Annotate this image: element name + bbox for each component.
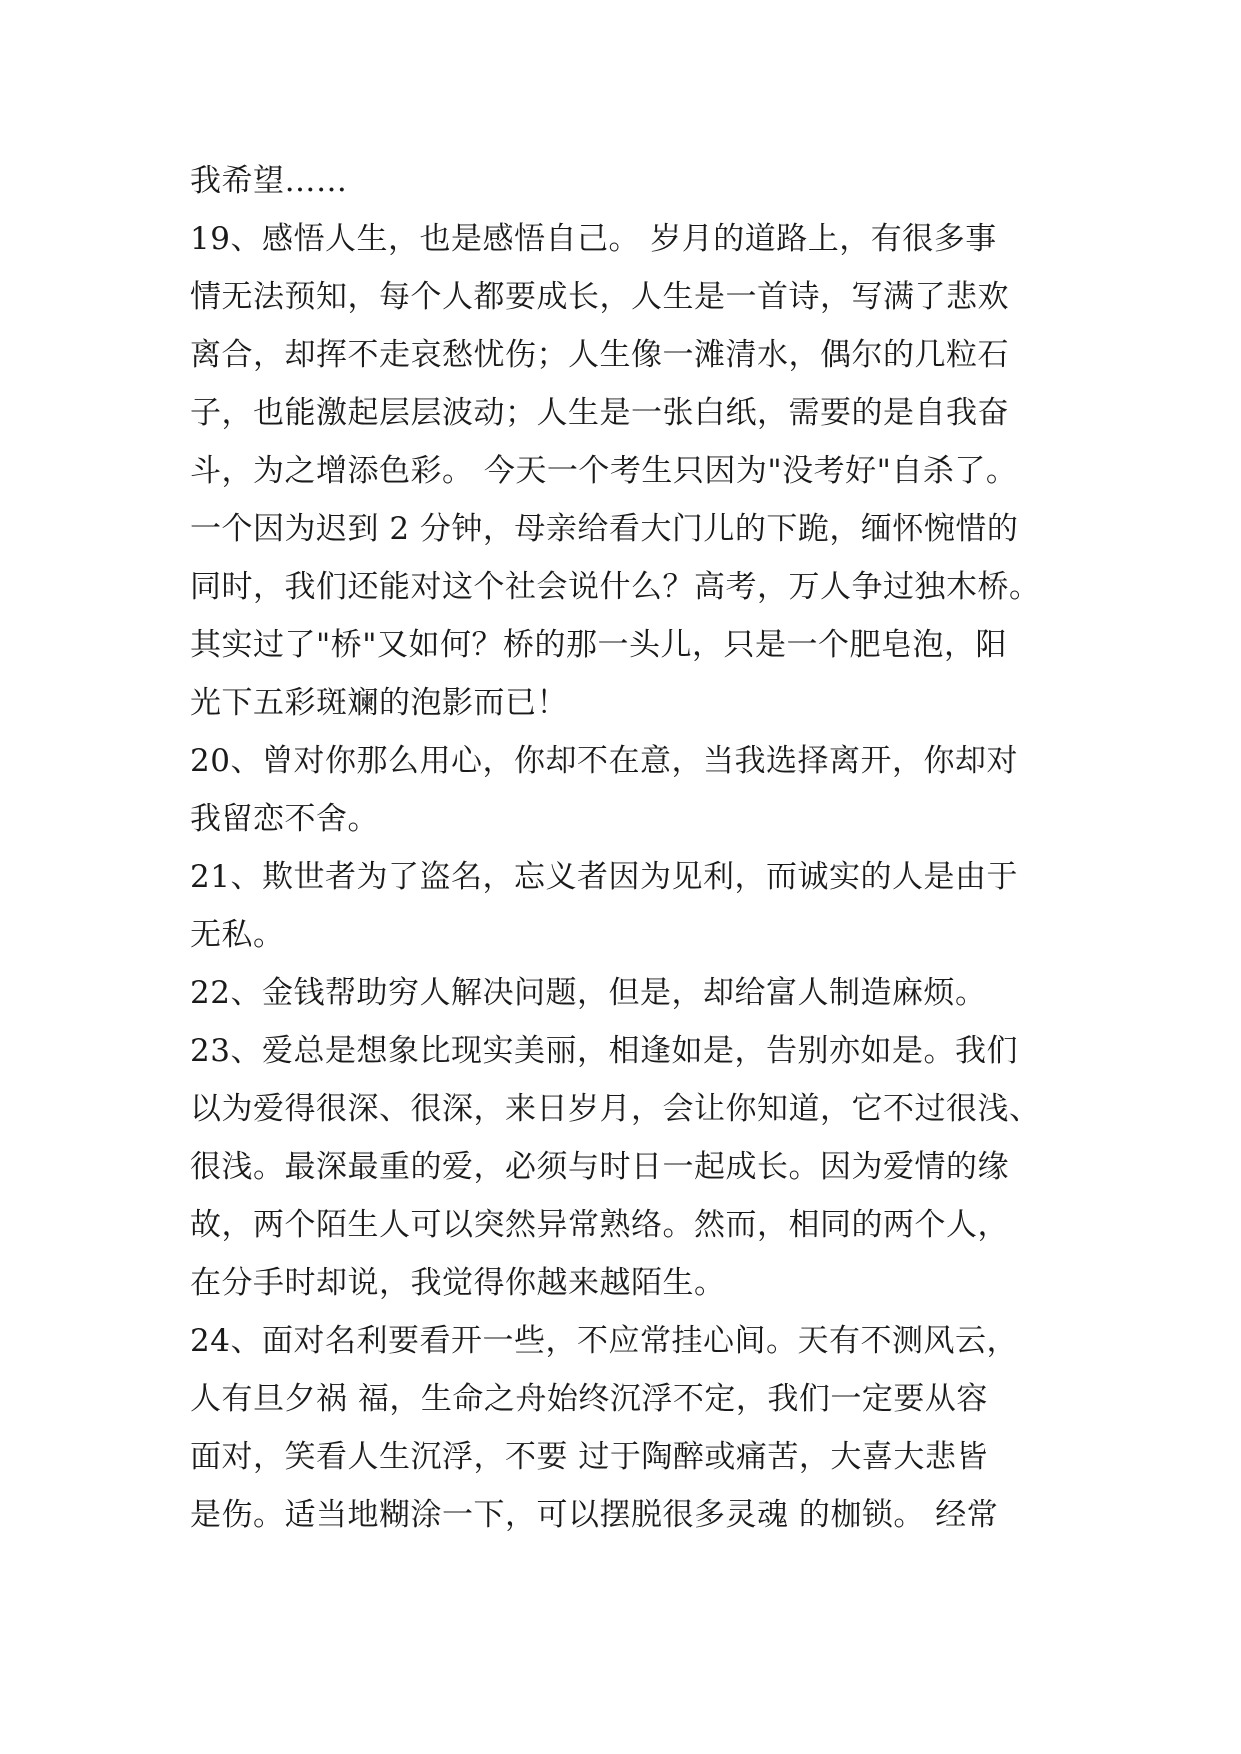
text-line: 故，两个陌生人可以突然异常熟络。然而，相同的两个人， xyxy=(190,1207,1009,1243)
text-line: 22、金钱帮助穷人解决问题，但是，却给富人制造麻烦。 xyxy=(190,975,987,1011)
text-line: 离合，却挥不走哀愁忧伤；人生像一滩清水，偶尔的几粒石 xyxy=(190,337,1009,373)
text-line: 21、欺世者为了盗名，忘义者因为见利，而诚实的人是由于 xyxy=(190,859,1018,895)
text-line: 同时，我们还能对这个社会说什么？高考，万人争过独木桥。 xyxy=(190,569,1041,605)
text-line: 其实过了"桥"又如何？桥的那一头儿，只是一个肥皂泡，阳 xyxy=(190,627,1008,663)
text-line: 光下五彩斑斓的泡影而已！ xyxy=(190,685,568,721)
text-line: 情无法预知，每个人都要成长，人生是一首诗，写满了悲欢 xyxy=(190,279,1009,315)
text-line: 很浅。最深最重的爱，必须与时日一起成长。因为爱情的缘 xyxy=(190,1149,1009,1185)
text-line: 我留恋不舍。 xyxy=(190,801,379,837)
text-line: 以为爱得很深、很深，来日岁月，会让你知道，它不过很浅、 xyxy=(190,1091,1041,1127)
text-line: 是伤。适当地糊涂一下，可以摆脱很多灵魂 的枷锁。 经常 xyxy=(190,1497,999,1533)
text-line: 在分手时却说，我觉得你越来越陌生。 xyxy=(190,1265,726,1301)
text-line: 无私。 xyxy=(190,917,285,953)
document-body xyxy=(190,152,1070,1544)
text-line: 斗，为之增添色彩。 今天一个考生只因为"没考好"自杀了。 xyxy=(190,453,1018,489)
text-line: 24、面对名利要看开一些，不应常挂心间。天有不测风云， xyxy=(190,1323,1018,1359)
text-line: 23、爱总是想象比现实美丽，相逢如是，告别亦如是。我们 xyxy=(190,1033,1018,1069)
text-line: 20、曾对你那么用心，你却不在意，当我选择离开，你却对 xyxy=(190,743,1018,779)
text-line: 我希望…… xyxy=(190,163,348,199)
text-line: 一个因为迟到 2 分钟，母亲给看大门儿的下跪，缅怀惋惜的 xyxy=(190,511,1019,547)
text-line: 子，也能激起层层波动；人生是一张白纸，需要的是自我奋 xyxy=(190,395,1009,431)
text-line: 人有旦夕祸 福，生命之舟始终沉浮不定，我们一定要从容 xyxy=(190,1381,988,1417)
text-line: 19、感悟人生，也是感悟自己。 岁月的道路上，有很多事 xyxy=(190,221,997,257)
text-line: 面对，笑看人生沉浮，不要 过于陶醉或痛苦，大喜大悲皆 xyxy=(190,1439,988,1475)
